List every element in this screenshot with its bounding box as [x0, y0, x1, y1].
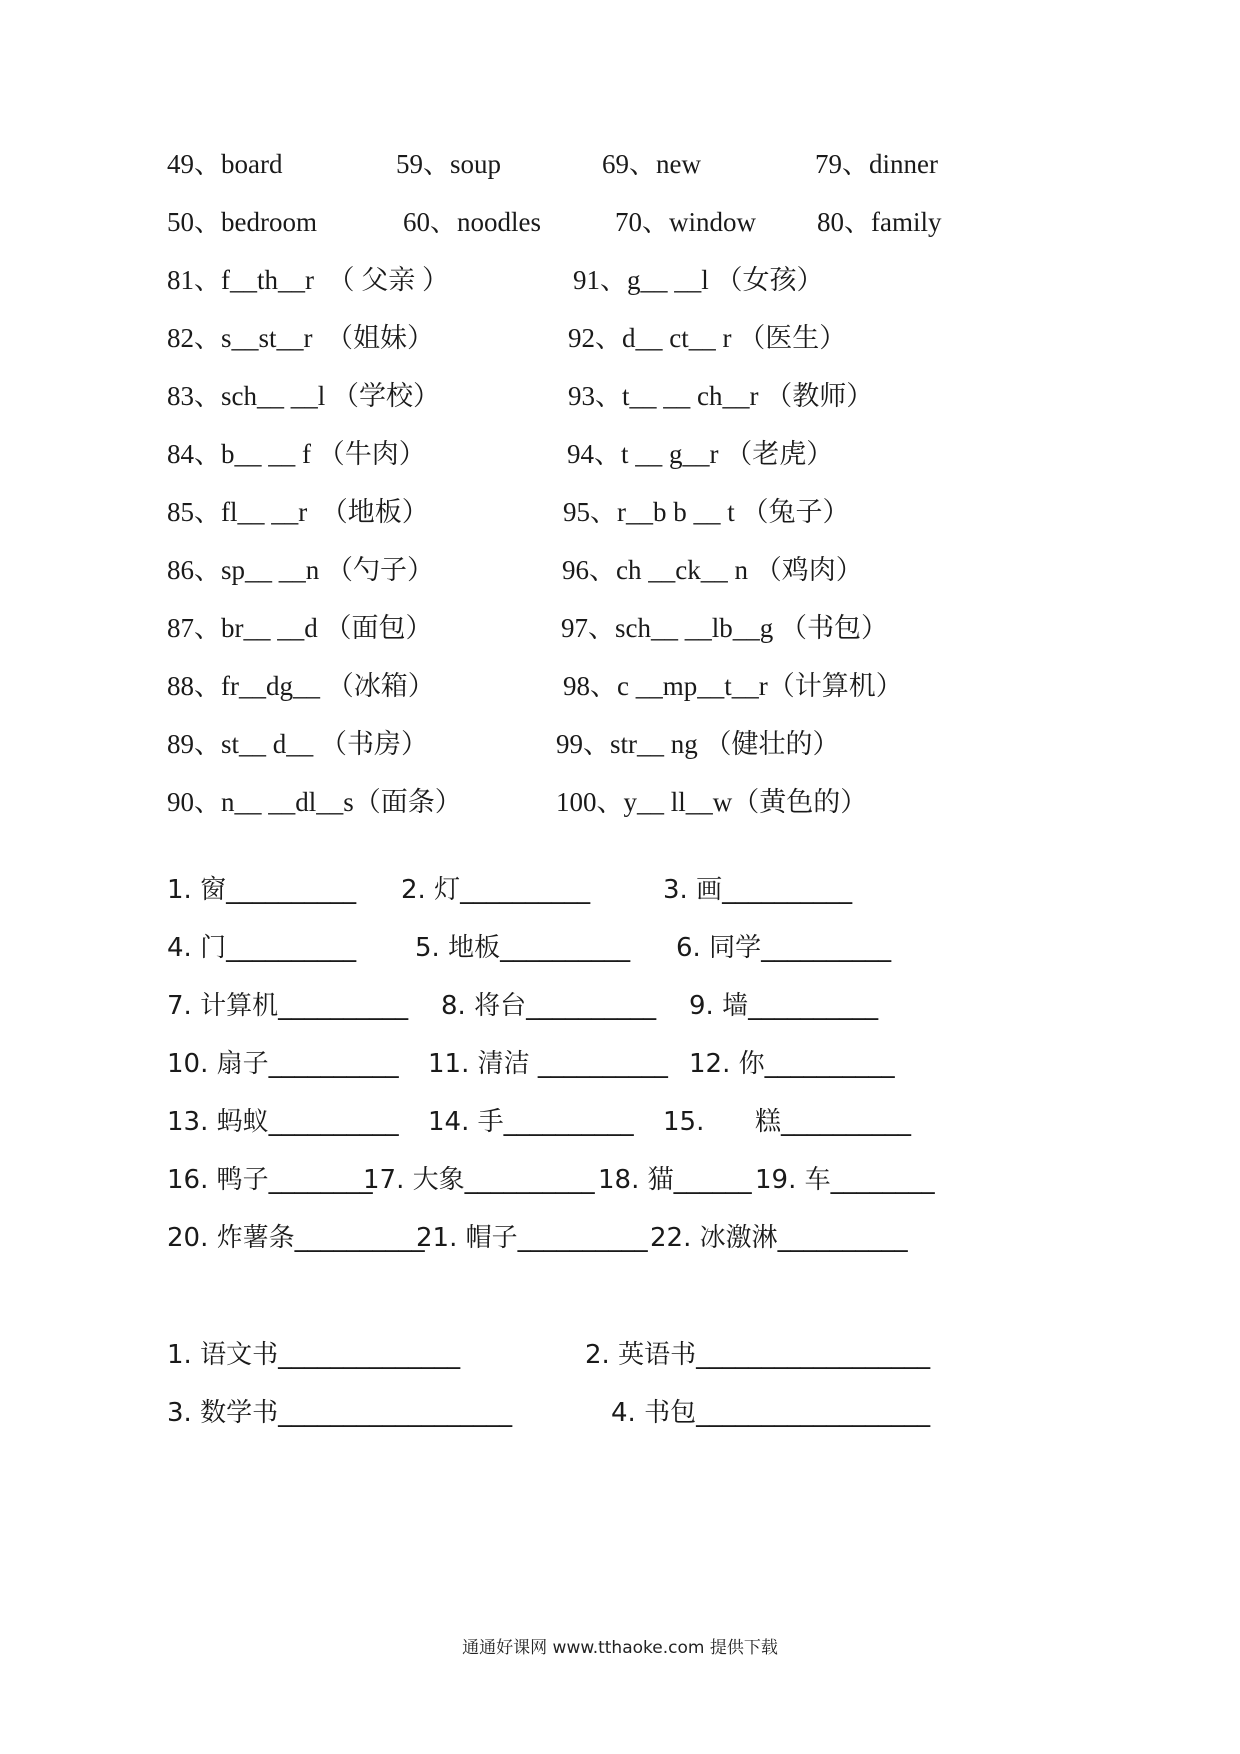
book-item: 1. 语文书______________ — [167, 1340, 461, 1370]
vocab-item: 59、soup — [396, 149, 502, 179]
translate-item: 7. 计算机__________ — [167, 991, 409, 1021]
translate-item: 糕__________ — [755, 1107, 912, 1137]
fill-item: 84、b__ __ f （牛肉） — [167, 439, 426, 469]
translate-item: 10. 扇子__________ — [167, 1049, 399, 1079]
fill-item: 98、c __mp__t__r（计算机） — [563, 671, 903, 701]
fill-item: 93、t__ __ ch__r （教师） — [568, 381, 874, 411]
translate-item: 22. 冰激淋__________ — [650, 1223, 908, 1253]
vocab-item: 49、board — [167, 149, 283, 179]
book-item: 3. 数学书__________________ — [167, 1398, 513, 1428]
fill-item: 95、r__b b __ t （兔子） — [563, 497, 850, 527]
vocab-item: 80、family — [817, 207, 942, 237]
translate-item: 9. 墙__________ — [689, 991, 879, 1021]
fill-item: 86、sp__ __n （勺子） — [167, 555, 435, 585]
translate-item: 3. 画__________ — [663, 875, 853, 905]
vocab-item: 79、dinner — [815, 149, 938, 179]
fill-item: 83、sch__ __l （学校） — [167, 381, 440, 411]
book-item: 2. 英语书__________________ — [585, 1340, 931, 1370]
translate-item: 4. 门__________ — [167, 933, 357, 963]
translate-item: 2. 灯__________ — [401, 875, 591, 905]
fill-item: 88、fr__dg__ （冰箱） — [167, 671, 435, 701]
translate-item: 15. — [663, 1107, 705, 1137]
translate-item: 8. 将台__________ — [441, 991, 657, 1021]
translate-item: 5. 地板__________ — [415, 933, 631, 963]
translate-item: 16. 鸭子________ — [167, 1165, 373, 1195]
translate-item: 1. 窗__________ — [167, 875, 357, 905]
translate-item: 6. 同学__________ — [676, 933, 892, 963]
vocab-item: 60、noodles — [403, 207, 541, 237]
fill-item: 90、n__ __dl__s（面条） — [167, 787, 462, 817]
fill-item: 87、br__ __d （面包） — [167, 613, 433, 643]
vocab-item: 70、window — [615, 207, 756, 237]
footer-credit: 通通好课网 www.tthaoke.com 提供下载 — [462, 1638, 778, 1658]
fill-item: 89、st__ d__ （书房） — [167, 729, 429, 759]
book-item: 4. 书包__________________ — [611, 1398, 931, 1428]
translate-item: 14. 手__________ — [428, 1107, 634, 1137]
vocab-item: 50、bedroom — [167, 207, 317, 237]
fill-item: 82、s__st__r （姐妹） — [167, 323, 435, 353]
fill-item: 99、str__ ng （健壮的） — [556, 729, 840, 759]
translate-item: 12. 你__________ — [689, 1049, 895, 1079]
fill-item: 97、sch__ __lb__g （书包） — [561, 613, 888, 643]
fill-item: 94、t __ g__r （老虎） — [567, 439, 834, 469]
translate-item: 21. 帽子__________ — [416, 1223, 648, 1253]
fill-item: 85、fl__ __r （地板） — [167, 497, 429, 527]
translate-item: 20. 炸薯条__________ — [167, 1223, 425, 1253]
fill-item: 81、f__th__r （ 父亲 ） — [167, 265, 449, 295]
translate-item: 11. 清洁 __________ — [428, 1049, 668, 1079]
translate-item: 18. 猫______ — [598, 1165, 752, 1195]
translate-item: 13. 蚂蚁__________ — [167, 1107, 399, 1137]
fill-item: 91、g__ __l （女孩） — [573, 265, 824, 295]
fill-item: 92、d__ ct__ r （医生） — [568, 323, 847, 353]
fill-item: 96、ch __ck__ n （鸡肉） — [562, 555, 863, 585]
translate-item: 17. 大象__________ — [363, 1165, 595, 1195]
translate-item: 19. 车________ — [755, 1165, 935, 1195]
vocab-item: 69、new — [602, 149, 701, 179]
fill-item: 100、y__ ll__w（黄色的） — [556, 787, 868, 817]
